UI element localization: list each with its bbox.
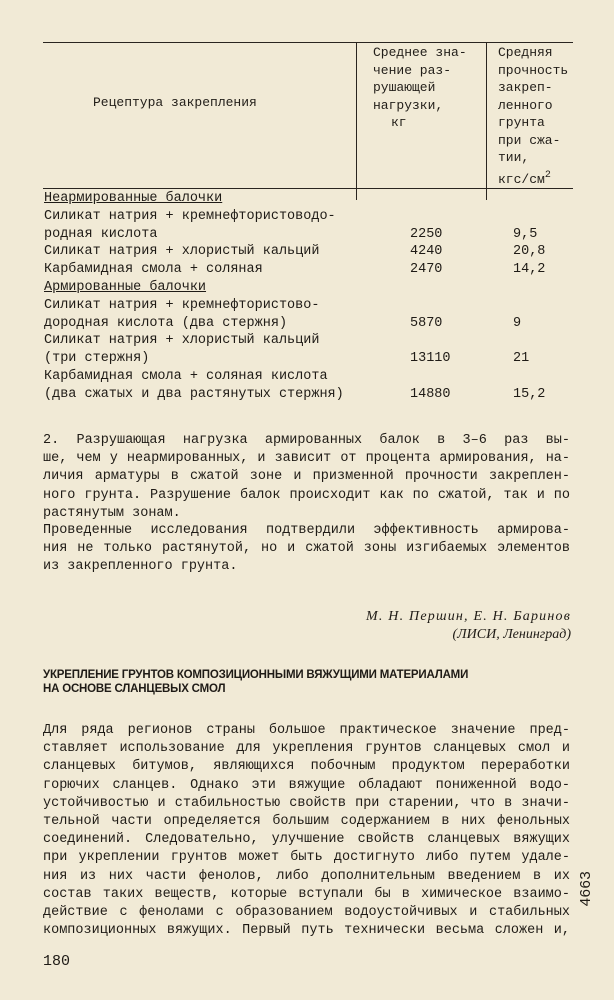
text-line: ния не только растянутой, но и сжатой зоны изгибаемых элементов xyxy=(43,541,570,557)
load-cell: 5870 xyxy=(410,315,443,331)
table-row xyxy=(43,368,573,386)
section-label: Армированные балочки xyxy=(44,279,207,295)
load-cell: 14880 xyxy=(410,386,451,402)
strength-cell: 20,8 xyxy=(513,244,546,260)
text-line: соединений. Следовательно, улучшение свойств сланцевых вяжущих xyxy=(43,832,570,848)
header-line: нагрузки, xyxy=(373,97,444,113)
text-line: устойчивостью и стабильностью свойств при старении, что в значи- xyxy=(43,795,570,811)
text-line: ного грунта. Разрушение балок происходит как по сжатой, так и по xyxy=(43,487,570,503)
unit-text: кгс/см xyxy=(498,171,545,187)
header-line: Средняя xyxy=(498,45,553,60)
header-line: чение раз- xyxy=(373,62,452,78)
table-row xyxy=(43,190,573,208)
header-line: тии, xyxy=(498,150,530,165)
table-top-rule xyxy=(43,42,573,43)
text-line: ше, чем у неармированных, и зависит от процента армирования, на- xyxy=(43,451,570,467)
table-header-rule xyxy=(43,188,573,189)
table-row xyxy=(43,208,573,226)
header-line: при сжа- xyxy=(498,132,561,148)
table-column-divider xyxy=(356,42,357,200)
page-number: 180 xyxy=(43,953,71,970)
text-line: ставляет использование для укрепления грунтов сланцевых смол и xyxy=(43,741,570,757)
strength-cell: 9 xyxy=(513,315,522,331)
text-line: композиционных вяжущих. Первый путь технически весьма сложен и, xyxy=(43,923,570,939)
text-line: личия арматуры в сжатой зоне и призменной прочности закреплен- xyxy=(43,469,570,485)
recipe-cell: Силикат натрия + хлористый кальций xyxy=(44,333,320,349)
header-line: прочность xyxy=(498,62,569,78)
author-signature xyxy=(366,608,571,644)
summary-paragraph xyxy=(43,522,570,577)
text-line: Для ряда регионов страны большое практическое значение пред- xyxy=(43,723,570,738)
load-cell: 2250 xyxy=(410,226,443,242)
table-row xyxy=(43,226,573,244)
table-body xyxy=(43,190,573,404)
table-row xyxy=(43,243,573,261)
text-line: при укреплении грунтов может быть достигнуто либо путем удале- xyxy=(43,850,570,866)
strength-cell: 21 xyxy=(513,351,530,367)
table-row xyxy=(43,350,573,368)
article-heading xyxy=(43,668,570,696)
text-line: растянутым зонам. xyxy=(43,505,181,521)
archive-stamp xyxy=(577,860,608,920)
text-line: сланцевых битумов, являющихся побочным продуктом переработки xyxy=(43,759,570,775)
heading-line: УКРЕПЛЕНИЕ ГРУНТОВ КОМПОЗИЦИОННЫМИ ВЯЖУЩИМИ МАТЕРИАЛАМИ xyxy=(43,669,469,681)
load-cell: 2470 xyxy=(410,262,443,278)
load-cell: 4240 xyxy=(410,244,443,260)
header-line: Среднее зна- xyxy=(373,45,467,60)
body-paragraph xyxy=(43,722,570,940)
recipe-cell: Силикат натрия + кремнефтористоводо- xyxy=(44,208,336,224)
header-line: закреп- xyxy=(498,80,553,95)
table-row xyxy=(43,297,573,315)
table-header-recipe: Рецептура закрепления xyxy=(93,95,257,110)
stamp-number: 4663 xyxy=(577,870,595,907)
table-header-load xyxy=(373,44,488,132)
text-line: тельной части определяется большим содержанием в них фенольных xyxy=(43,814,570,830)
text-line: 2. Разрушающая нагрузка армированных балок в 3–6 раз вы- xyxy=(43,433,570,448)
text-line: действие с фенолами с образованием водоустойчивых и стабильных xyxy=(43,905,570,921)
unit-superscript: 2 xyxy=(544,169,551,181)
strength-cell: 9,5 xyxy=(513,226,538,242)
recipe-cell: (три стержня) xyxy=(44,351,150,367)
table-row xyxy=(43,261,573,279)
text-line: состав таких веществ, которые вступали бы в химическое взаимо- xyxy=(43,886,570,902)
load-cell: 13110 xyxy=(410,351,451,367)
recipe-cell: Силикат натрия + кремнефтористово- xyxy=(44,297,320,313)
recipe-cell: Карбамидная смола + соляная кислота xyxy=(44,368,328,384)
recipe-cell: дородная кислота (два стержня) xyxy=(44,315,288,331)
header-line xyxy=(498,167,578,189)
table-row xyxy=(43,386,573,404)
table-row xyxy=(43,279,573,297)
conclusion-paragraph xyxy=(43,432,570,523)
table-row xyxy=(43,315,573,333)
author-names: М. Н. Першин, Е. Н. Баринов xyxy=(366,609,571,624)
heading-line: НА ОСНОВЕ СЛАНЦЕВЫХ СМОЛ xyxy=(43,683,226,695)
header-line: рушающей xyxy=(373,80,436,95)
text-line: горючих сланцев. Однако эти вяжущие обладают пониженной водо- xyxy=(43,777,570,793)
recipe-cell: Силикат натрия + хлористый кальций xyxy=(44,244,320,260)
recipe-cell: Карбамидная смола + соляная xyxy=(44,262,263,278)
table-row xyxy=(43,332,573,350)
header-line: кг xyxy=(391,115,407,130)
text-line: ния из них части фенолов, либо дополнительным введением в их xyxy=(43,868,570,884)
table-header-strength xyxy=(498,44,578,188)
strength-cell: 14,2 xyxy=(513,262,546,278)
strength-cell: 15,2 xyxy=(513,386,546,402)
header-line: ленного xyxy=(498,97,553,113)
section-label: Неармированные балочки xyxy=(44,191,223,206)
recipe-cell: родная кислота xyxy=(44,226,158,242)
text-line: Проведенные исследования подтвердили эффективность армирова- xyxy=(43,523,570,538)
recipe-cell: (два сжатых и два растянутых стержня) xyxy=(44,386,344,402)
text-line: из закрепленного грунта. xyxy=(43,559,238,575)
author-organization: (ЛИСИ, Ленинград) xyxy=(452,627,571,642)
header-line: грунта xyxy=(498,115,545,130)
